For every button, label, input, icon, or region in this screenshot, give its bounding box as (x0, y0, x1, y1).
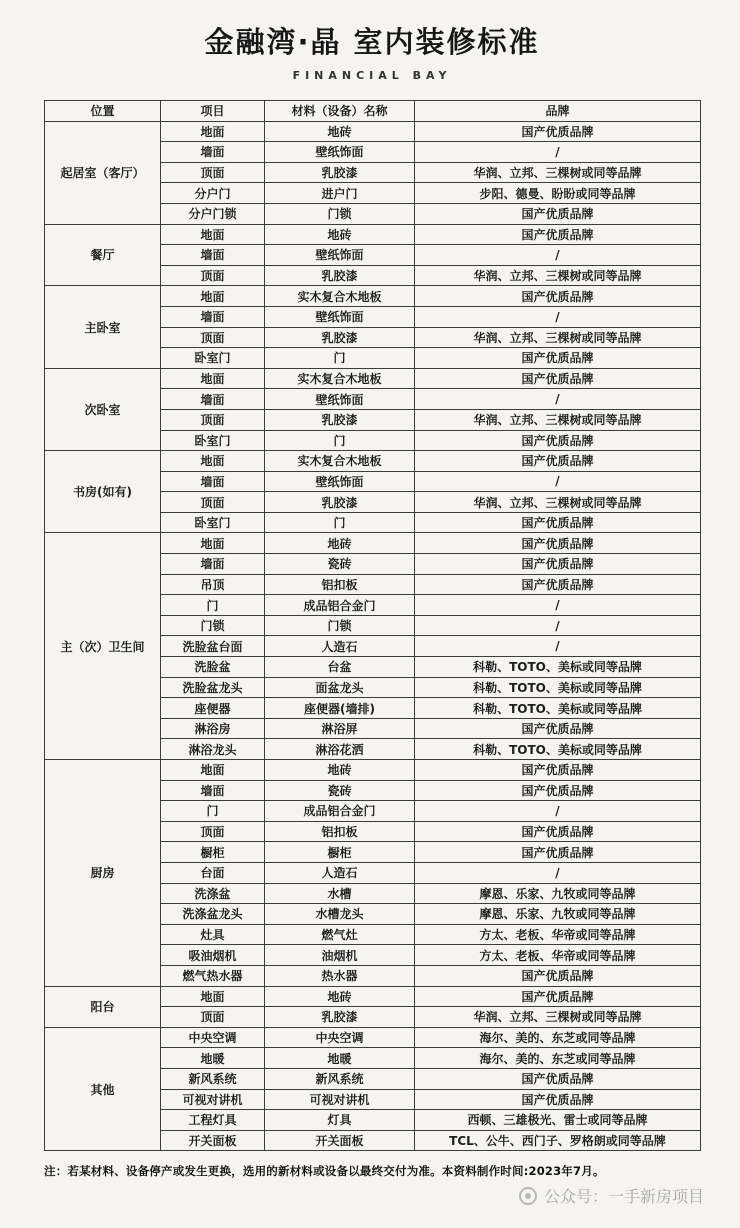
brand-cell: 摩恩、乐家、九牧或同等品牌 (415, 904, 701, 925)
brand-cell: / (415, 801, 701, 822)
item-cell: 卧室门 (161, 430, 265, 451)
item-cell: 橱柜 (161, 842, 265, 863)
item-cell: 门 (161, 801, 265, 822)
brand-cell: / (415, 306, 701, 327)
brand-cell: / (415, 595, 701, 616)
item-cell: 顶面 (161, 1007, 265, 1028)
item-cell: 座便器 (161, 698, 265, 719)
material-cell: 淋浴屏 (265, 718, 415, 739)
location-cell: 厨房 (45, 760, 161, 987)
item-cell: 墙面 (161, 389, 265, 410)
item-cell: 地面 (161, 121, 265, 142)
item-cell: 地面 (161, 451, 265, 472)
material-cell: 壁纸饰面 (265, 471, 415, 492)
brand-cell: 步阳、德曼、盼盼或同等品牌 (415, 183, 701, 204)
item-cell: 门 (161, 595, 265, 616)
material-cell: 铝扣板 (265, 574, 415, 595)
brand-cell: / (415, 471, 701, 492)
item-cell: 中央空调 (161, 1027, 265, 1048)
brand-cell: 摩恩、乐家、九牧或同等品牌 (415, 883, 701, 904)
table-row (45, 1027, 701, 1048)
brand-cell: 国产优质品牌 (415, 512, 701, 533)
material-cell: 瓷砖 (265, 554, 415, 575)
watermark (519, 1184, 704, 1207)
table-row (45, 224, 701, 245)
item-cell: 洗涤盆龙头 (161, 904, 265, 925)
brand-cell: 海尔、美的、东芝或同等品牌 (415, 1048, 701, 1069)
item-cell: 顶面 (161, 265, 265, 286)
brand-cell: 华润、立邦、三棵树或同等品牌 (415, 265, 701, 286)
item-cell: 墙面 (161, 780, 265, 801)
brand-cell: 国产优质品牌 (415, 554, 701, 575)
item-cell: 地面 (161, 368, 265, 389)
material-cell: 门锁 (265, 615, 415, 636)
material-cell: 门 (265, 512, 415, 533)
brand-cell: 科勒、TOTO、美标或同等品牌 (415, 739, 701, 760)
location-cell: 阳台 (45, 986, 161, 1027)
material-cell: 人造石 (265, 862, 415, 883)
material-cell: 乳胶漆 (265, 492, 415, 513)
footnote: 注：若某材料、设备停产或发生更换，选用的新材料或设备以最终交付为准。本资料制作时间:2023年7月。 (44, 1164, 605, 1179)
material-cell: 乳胶漆 (265, 162, 415, 183)
material-cell: 热水器 (265, 965, 415, 986)
item-cell: 地暖 (161, 1048, 265, 1069)
brand-cell: / (415, 142, 701, 163)
item-cell: 墙面 (161, 554, 265, 575)
brand-cell: / (415, 389, 701, 410)
page-subtitle: FINANCIAL BAY (292, 69, 452, 82)
brand-cell: 国产优质品牌 (415, 760, 701, 781)
item-cell: 墙面 (161, 306, 265, 327)
item-cell: 分户门 (161, 183, 265, 204)
material-cell: 淋浴花洒 (265, 739, 415, 760)
material-cell: 壁纸饰面 (265, 306, 415, 327)
brand-cell: 国产优质品牌 (415, 533, 701, 554)
material-cell: 开关面板 (265, 1130, 415, 1151)
table-row (45, 760, 701, 781)
brand-cell: / (415, 615, 701, 636)
brand-cell: 方太、老板、华帝或同等品牌 (415, 945, 701, 966)
item-cell: 开关面板 (161, 1130, 265, 1151)
material-cell: 可视对讲机 (265, 1089, 415, 1110)
material-cell: 地砖 (265, 121, 415, 142)
item-cell: 灶具 (161, 924, 265, 945)
material-cell: 乳胶漆 (265, 265, 415, 286)
brand-cell: 国产优质品牌 (415, 430, 701, 451)
item-cell: 地面 (161, 986, 265, 1007)
material-cell: 壁纸饰面 (265, 389, 415, 410)
item-cell: 顶面 (161, 821, 265, 842)
material-cell: 成品铝合金门 (265, 595, 415, 616)
material-cell: 成品铝合金门 (265, 801, 415, 822)
col-header-item: 项目 (161, 101, 265, 122)
brand-cell: / (415, 862, 701, 883)
item-cell: 洗脸盆台面 (161, 636, 265, 657)
material-cell: 中央空调 (265, 1027, 415, 1048)
table-row (45, 286, 701, 307)
item-cell: 可视对讲机 (161, 1089, 265, 1110)
item-cell: 门锁 (161, 615, 265, 636)
item-cell: 地面 (161, 286, 265, 307)
location-cell: 主（次）卫生间 (45, 533, 161, 760)
material-cell: 铝扣板 (265, 821, 415, 842)
item-cell: 洗脸盆龙头 (161, 677, 265, 698)
page-title: 金融湾·晶 室内装修标准 (204, 25, 540, 59)
brand-cell: 国产优质品牌 (415, 1089, 701, 1110)
official-account-icon (519, 1187, 537, 1205)
item-cell: 洗涤盆 (161, 883, 265, 904)
brand-cell: 国产优质品牌 (415, 986, 701, 1007)
brand-cell: 国产优质品牌 (415, 780, 701, 801)
table-row (45, 121, 701, 142)
item-cell: 地面 (161, 224, 265, 245)
item-cell: 顶面 (161, 327, 265, 348)
material-cell: 台盆 (265, 657, 415, 678)
item-cell: 吸油烟机 (161, 945, 265, 966)
brand-cell: 科勒、TOTO、美标或同等品牌 (415, 677, 701, 698)
brand-cell: 海尔、美的、东芝或同等品牌 (415, 1027, 701, 1048)
material-cell: 新风系统 (265, 1068, 415, 1089)
material-cell: 乳胶漆 (265, 409, 415, 430)
material-cell: 灯具 (265, 1110, 415, 1131)
brand-cell: 方太、老板、华帝或同等品牌 (415, 924, 701, 945)
item-cell: 分户门锁 (161, 203, 265, 224)
item-cell: 卧室门 (161, 512, 265, 533)
material-cell: 实木复合木地板 (265, 368, 415, 389)
material-cell: 油烟机 (265, 945, 415, 966)
material-cell: 实木复合木地板 (265, 451, 415, 472)
brand-cell: 华润、立邦、三棵树或同等品牌 (415, 492, 701, 513)
brand-cell: 国产优质品牌 (415, 368, 701, 389)
brand-cell: 华润、立邦、三棵树或同等品牌 (415, 162, 701, 183)
brand-cell: / (415, 245, 701, 266)
brand-cell: 国产优质品牌 (415, 348, 701, 369)
brand-cell: 华润、立邦、三棵树或同等品牌 (415, 327, 701, 348)
table-row (45, 986, 701, 1007)
item-cell: 地面 (161, 533, 265, 554)
brand-cell: 国产优质品牌 (415, 821, 701, 842)
item-cell: 顶面 (161, 492, 265, 513)
standards-table (44, 100, 701, 1151)
brand-cell: / (415, 636, 701, 657)
brand-cell: 国产优质品牌 (415, 1068, 701, 1089)
material-cell: 门锁 (265, 203, 415, 224)
standards-table-body (45, 121, 701, 1151)
item-cell: 墙面 (161, 471, 265, 492)
material-cell: 地砖 (265, 224, 415, 245)
material-cell: 地暖 (265, 1048, 415, 1069)
brand-cell: 国产优质品牌 (415, 718, 701, 739)
item-cell: 卧室门 (161, 348, 265, 369)
col-header-material: 材料（设备）名称 (265, 101, 415, 122)
item-cell: 淋浴龙头 (161, 739, 265, 760)
material-cell: 进户门 (265, 183, 415, 204)
material-cell: 面盆龙头 (265, 677, 415, 698)
item-cell: 顶面 (161, 162, 265, 183)
material-cell: 地砖 (265, 986, 415, 1007)
table-header-row (45, 101, 701, 122)
material-cell: 座便器(墙排) (265, 698, 415, 719)
brand-cell: 华润、立邦、三棵树或同等品牌 (415, 409, 701, 430)
material-cell: 地砖 (265, 760, 415, 781)
item-cell: 洗脸盆 (161, 657, 265, 678)
brand-cell: 国产优质品牌 (415, 286, 701, 307)
item-cell: 地面 (161, 760, 265, 781)
watermark-text: 公众号：一手新房项目 (543, 1187, 704, 1206)
item-cell: 墙面 (161, 245, 265, 266)
location-cell: 书房(如有) (45, 451, 161, 533)
material-cell: 燃气灶 (265, 924, 415, 945)
brand-cell: 华润、立邦、三棵树或同等品牌 (415, 1007, 701, 1028)
brand-cell: 国产优质品牌 (415, 574, 701, 595)
item-cell: 工程灯具 (161, 1110, 265, 1131)
location-cell: 次卧室 (45, 368, 161, 450)
item-cell: 新风系统 (161, 1068, 265, 1089)
brand-cell: 西顿、三雄极光、雷士或同等品牌 (415, 1110, 701, 1131)
material-cell: 乳胶漆 (265, 1007, 415, 1028)
material-cell: 人造石 (265, 636, 415, 657)
brand-cell: 国产优质品牌 (415, 224, 701, 245)
col-header-location: 位置 (45, 101, 161, 122)
col-header-brand: 品牌 (415, 101, 701, 122)
material-cell: 乳胶漆 (265, 327, 415, 348)
item-cell: 顶面 (161, 409, 265, 430)
brand-cell: 国产优质品牌 (415, 842, 701, 863)
material-cell: 地砖 (265, 533, 415, 554)
item-cell: 墙面 (161, 142, 265, 163)
brand-cell: 国产优质品牌 (415, 451, 701, 472)
brand-cell: 科勒、TOTO、美标或同等品牌 (415, 698, 701, 719)
location-cell: 餐厅 (45, 224, 161, 286)
brand-cell: TCL、公牛、西门子、罗格朗或同等品牌 (415, 1130, 701, 1151)
material-cell: 水槽龙头 (265, 904, 415, 925)
material-cell: 实木复合木地板 (265, 286, 415, 307)
location-cell: 其他 (45, 1027, 161, 1151)
item-cell: 台面 (161, 862, 265, 883)
material-cell: 瓷砖 (265, 780, 415, 801)
material-cell: 门 (265, 348, 415, 369)
material-cell: 门 (265, 430, 415, 451)
item-cell: 吊顶 (161, 574, 265, 595)
brand-cell: 国产优质品牌 (415, 203, 701, 224)
table-row (45, 533, 701, 554)
table-row (45, 451, 701, 472)
brand-cell: 国产优质品牌 (415, 965, 701, 986)
material-cell: 水槽 (265, 883, 415, 904)
location-cell: 主卧室 (45, 286, 161, 368)
material-cell: 壁纸饰面 (265, 245, 415, 266)
item-cell: 淋浴房 (161, 718, 265, 739)
item-cell: 燃气热水器 (161, 965, 265, 986)
table-row (45, 368, 701, 389)
brand-cell: 科勒、TOTO、美标或同等品牌 (415, 657, 701, 678)
material-cell: 橱柜 (265, 842, 415, 863)
brand-cell: 国产优质品牌 (415, 121, 701, 142)
material-cell: 壁纸饰面 (265, 142, 415, 163)
location-cell: 起居室（客厅） (45, 121, 161, 224)
